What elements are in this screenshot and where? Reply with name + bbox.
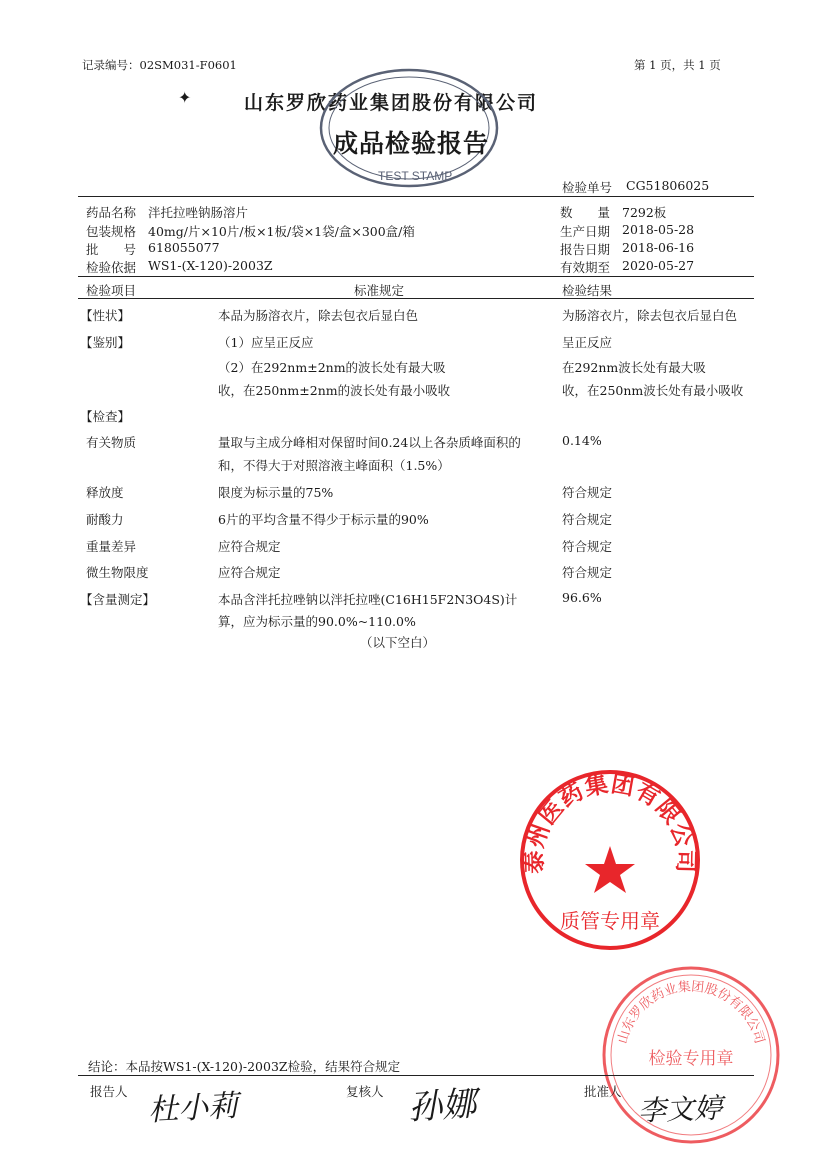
blank-note: （以下空白） bbox=[360, 635, 436, 650]
row-standard: 本品含泮托拉唑钠以泮托拉唑(C16H15F2N3O4S)计 bbox=[218, 592, 518, 607]
row-result: 为肠溶衣片，除去包衣后显白色 bbox=[562, 308, 738, 323]
report-title: 成品检验报告 bbox=[333, 129, 490, 158]
divider bbox=[78, 1075, 754, 1076]
row-item: 【鉴别】 bbox=[80, 335, 131, 350]
info-value-basis: WS1-(X-120)-2003Z bbox=[148, 258, 273, 273]
svg-text:山东罗欣药业集团股份有限公司 bbox=[615, 979, 766, 1046]
reporter-label: 报告人 bbox=[90, 1084, 128, 1099]
row-item: 有关物质 bbox=[86, 435, 137, 450]
row-standard: （1）应呈正反应 bbox=[218, 335, 314, 350]
star-icon bbox=[585, 846, 635, 893]
info-label-batch: 批 号 bbox=[86, 242, 137, 257]
approver-label: 批准人 bbox=[584, 1084, 622, 1099]
info-label-basis: 检验依据 bbox=[86, 260, 137, 275]
report-no-label: 检验单号 bbox=[562, 180, 613, 195]
quality-stamp-ring: 泰州医药集团有限公司 bbox=[521, 771, 699, 874]
row-item: 【含量测定】 bbox=[80, 592, 156, 607]
th-standard: 标准规定 bbox=[354, 283, 405, 298]
row-item: 【性状】 bbox=[80, 308, 131, 323]
quality-stamp bbox=[518, 768, 702, 952]
info-value-qty: 7292板 bbox=[622, 205, 667, 220]
info-value-batch: 618055077 bbox=[148, 240, 220, 255]
row-standard: 算，应为标示量的90.0%~110.0% bbox=[218, 614, 416, 629]
test-stamp-text: TEST STAMP bbox=[378, 169, 453, 183]
report-no-value: CG51806025 bbox=[626, 178, 710, 193]
row-standard: 收，在250nm±2nm的波长处有最小吸收 bbox=[218, 383, 451, 398]
row-item: 重量差异 bbox=[86, 539, 137, 554]
page-info: 第 1 页，共 1 页 bbox=[634, 58, 721, 72]
row-item: 耐酸力 bbox=[86, 512, 124, 527]
info-value-name: 泮托拉唑钠肠溶片 bbox=[148, 205, 249, 220]
row-standard: （2）在292nm±2nm的波长处有最大吸 bbox=[218, 360, 446, 375]
info-value-expiry: 2020-05-27 bbox=[622, 258, 695, 273]
row-result: 96.6% bbox=[562, 590, 602, 605]
info-label-spec: 包装规格 bbox=[86, 224, 137, 239]
reporter-signature: 杜小莉 bbox=[147, 1088, 240, 1129]
row-standard: 6片的平均含量不得少于标示量的90% bbox=[218, 512, 429, 527]
record-number: 记录编号：02SM031-F0601 bbox=[82, 58, 237, 72]
th-item: 检验项目 bbox=[86, 283, 137, 298]
divider bbox=[78, 298, 754, 299]
reviewer-signature: 孙娜 bbox=[406, 1083, 478, 1129]
row-standard: 应符合规定 bbox=[218, 565, 281, 580]
row-result: 符合规定 bbox=[562, 485, 613, 500]
row-standard: 限度为标示量的75% bbox=[218, 485, 334, 500]
row-standard: 本品为肠溶衣片，除去包衣后显白色 bbox=[218, 308, 419, 323]
divider bbox=[78, 196, 754, 197]
row-result: 在292nm波长处有最大吸 bbox=[562, 360, 706, 375]
row-result: 符合规定 bbox=[562, 539, 613, 554]
reviewer-label: 复核人 bbox=[346, 1084, 384, 1099]
info-value-prod-date: 2018-05-28 bbox=[622, 222, 695, 237]
info-label-report-date: 报告日期 bbox=[560, 242, 611, 257]
info-label-qty: 数 量 bbox=[560, 205, 611, 220]
row-item: 微生物限度 bbox=[86, 565, 149, 580]
info-value-spec: 40mg/片×10片/板×1板/袋×1袋/盒×300盒/箱 bbox=[148, 224, 415, 239]
inspection-stamp-ring: 山东罗欣药业集团股份有限公司 bbox=[615, 979, 767, 1046]
row-result: 符合规定 bbox=[562, 565, 613, 580]
row-result: 呈正反应 bbox=[562, 335, 613, 350]
company-name: 山东罗欣药业集团股份有限公司 bbox=[244, 92, 539, 114]
row-item: 释放度 bbox=[86, 485, 124, 500]
star-icon: ✦ bbox=[178, 88, 192, 107]
inspection-stamp-center: 检验专用章 bbox=[648, 1049, 734, 1069]
conclusion: 结论：本品按WS1-(X-120)-2003Z检验，结果符合规定 bbox=[88, 1059, 401, 1074]
row-result: 0.14% bbox=[562, 433, 602, 448]
row-standard: 量取与主成分峰相对保留时间0.24以上各杂质峰面积的 bbox=[218, 435, 521, 450]
row-item: 【检查】 bbox=[80, 409, 131, 424]
th-result: 检验结果 bbox=[562, 283, 613, 298]
info-value-report-date: 2018-06-16 bbox=[622, 240, 695, 255]
row-standard: 应符合规定 bbox=[218, 539, 281, 554]
info-label-expiry: 有效期至 bbox=[560, 260, 611, 275]
row-result: 符合规定 bbox=[562, 512, 613, 527]
info-label-name: 药品名称 bbox=[86, 205, 137, 220]
row-standard: 和，不得大于对照溶液主峰面积（1.5%） bbox=[218, 458, 450, 473]
divider bbox=[78, 276, 754, 277]
approver-signature: 李文婷 bbox=[637, 1091, 723, 1128]
quality-stamp-bottom: 质管专用章 bbox=[560, 909, 660, 933]
info-label-prod-date: 生产日期 bbox=[560, 224, 611, 239]
row-result: 收，在250nm波长处有最小吸收 bbox=[562, 383, 744, 398]
